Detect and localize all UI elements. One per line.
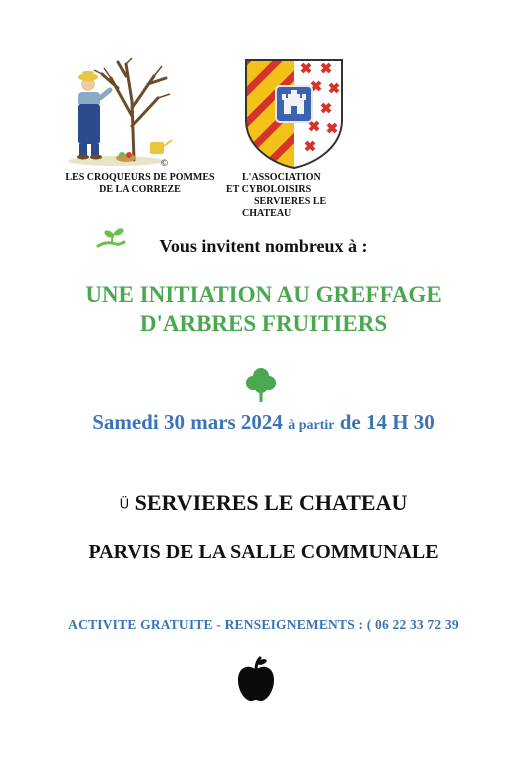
coat-of-arms <box>244 58 344 170</box>
organizer-line: CHATEAU <box>242 208 292 219</box>
apple-icon <box>236 656 276 702</box>
event-town <box>0 490 527 516</box>
event-venue: PARVIS DE LA SALLE COMMUNALE <box>88 541 439 563</box>
svg-text:©: © <box>160 159 169 169</box>
organizer-line: L'ASSOCIATION <box>242 172 321 183</box>
grafter-illustration <box>66 56 178 170</box>
town-name: SERVIERES LE CHATEAU <box>134 490 408 515</box>
tree-icon <box>244 366 278 402</box>
contact-info: ACTIVITE GRATUITE - RENSEIGNEMENTS : ( 06 22 33 72 39 <box>68 617 459 632</box>
organizer-cyboloisirs <box>226 172 356 220</box>
organizer-croqueurs: LES CROQUEURS DE POMMES DE LA CORREZE <box>65 172 215 195</box>
date-time: de 14 H 30 <box>339 410 435 434</box>
invite-text: Vous invitent nombreux à : <box>159 236 368 256</box>
organizer-line: ET CYBOLOISIRS <box>226 184 312 195</box>
date-main: Samedi 30 mars 2024 <box>92 410 283 434</box>
event-title: UNE INITIATION AU GREFFAGE D'ARBRES FRUITIERS <box>85 282 442 336</box>
event-date <box>40 408 487 440</box>
date-from: à partir <box>288 418 335 433</box>
place-marker: Ü <box>119 497 130 513</box>
organizer-line: SERVIERES LE <box>254 196 327 207</box>
